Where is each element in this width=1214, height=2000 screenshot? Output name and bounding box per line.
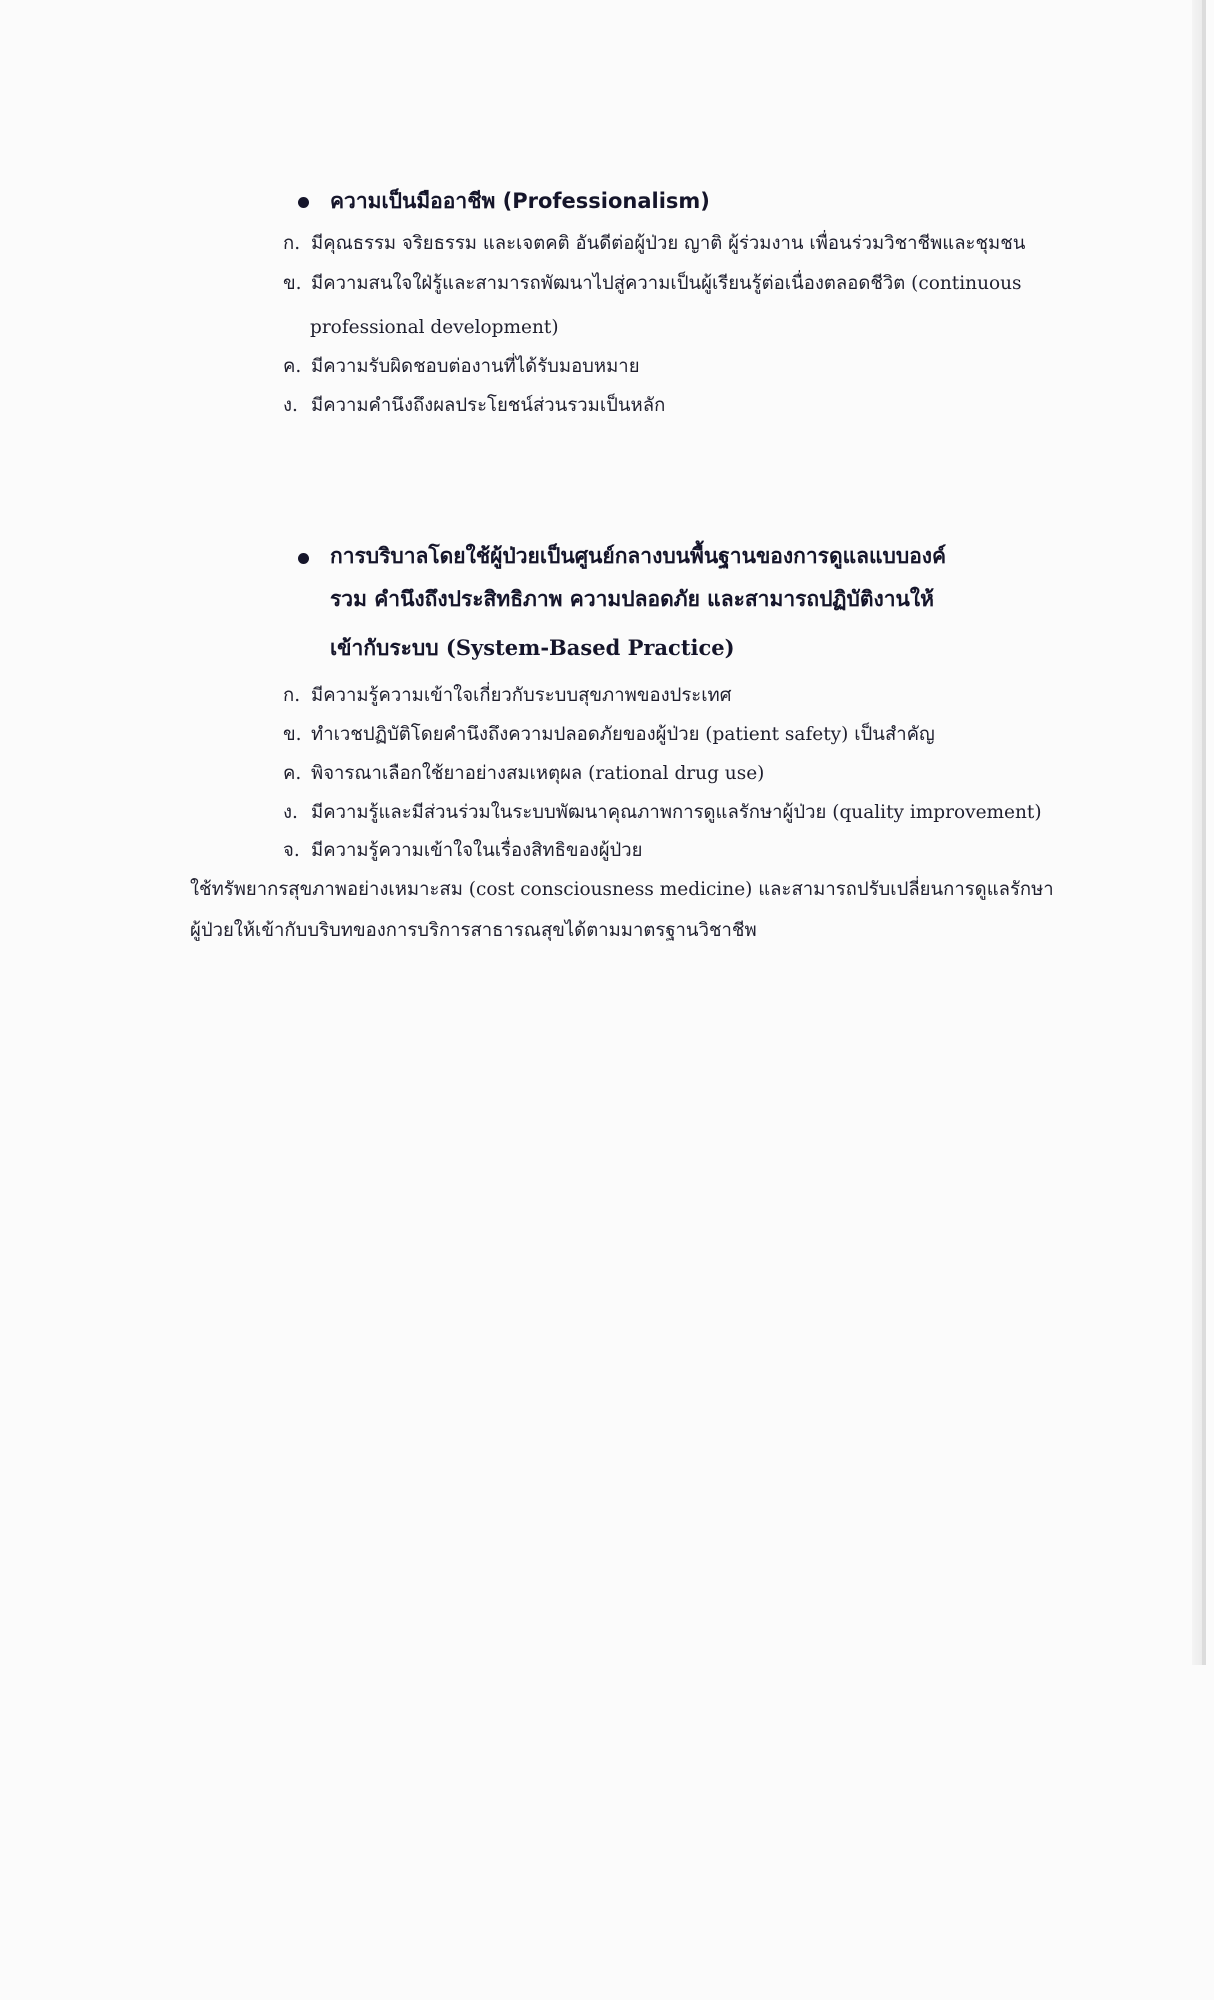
section2-heading-latin: (System-Based Practice) — [445, 635, 735, 660]
item-marker: จ. — [283, 840, 300, 861]
section2-item-a — [283, 683, 732, 709]
section2-item-d — [283, 800, 1042, 826]
section2-closing-line2: ผู้ป่วยให้เข้ากับบริบทของการบริการสาธารณสุขได้ตามมาตรฐานวิชาชีพ — [190, 920, 757, 941]
item-text: มีความรู้และมีส่วนร่วมในระบบพัฒนาคุณภาพการดูแลรักษาผู้ป่วย (quality improvement) — [311, 802, 1042, 823]
section2-item-c — [283, 761, 764, 787]
section1-item-d — [283, 393, 665, 419]
item-text: มีความรับผิดชอบต่องานที่ได้รับมอบหมาย — [311, 356, 640, 377]
item-marker: ก. — [283, 233, 301, 254]
section2-item-b — [283, 722, 935, 748]
section2-heading-line2: รวม คำนึงถึงประสิทธิภาพ ความปลอดภัย และสามารถปฏิบัติงานให้ — [330, 587, 934, 611]
section1-item-a — [283, 231, 1025, 257]
section1-item-c — [283, 354, 640, 380]
item-text: มีความสนใจใฝ่รู้และสามารถพัฒนาไปสู่ความเป็นผู้เรียนรู้ต่อเนื่องตลอดชีวิต (continuous — [311, 273, 1022, 294]
section2-closing-line1: ใช้ทรัพยากรสุขภาพอย่างเหมาะสม (cost consciousness medicine) และสามารถปรับเปลี่ยนการดูแลรักษา — [190, 879, 1054, 900]
item-text: มีความคำนึงถึงผลประโยชน์ส่วนรวมเป็นหลัก — [311, 395, 666, 416]
section2-heading-line3 — [330, 633, 735, 663]
section2-bullet-icon — [298, 553, 309, 564]
item-marker: ก. — [283, 685, 301, 706]
section2-heading-thai: เข้ากับระบบ — [330, 636, 439, 660]
item-marker: ข. — [283, 724, 302, 745]
item-text: พิจารณาเลือกใช้ยาอย่างสมเหตุผล (rational drug use) — [311, 763, 765, 784]
item-marker: ค. — [283, 356, 302, 377]
section1-item-b-continuation: professional development) — [310, 317, 559, 338]
section1-bullet-icon — [298, 197, 309, 208]
section2-heading-line1: การบริบาลโดยใช้ผู้ป่วยเป็นศูนย์กลางบนพื้นฐานของการดูแลแบบองค์ — [330, 544, 947, 568]
item-marker: ข. — [283, 273, 302, 294]
item-text: มีความรู้ความเข้าใจในเรื่องสิทธิของผู้ป่วย — [311, 840, 643, 861]
section2-item-e — [283, 838, 643, 864]
item-text: มีความรู้ความเข้าใจเกี่ยวกับระบบสุขภาพของประเทศ — [311, 685, 732, 706]
page-edge-shadow — [1192, 0, 1206, 1665]
item-marker: ค. — [283, 763, 302, 784]
section1-heading: ความเป็นมืออาชีพ (Professionalism) — [330, 189, 710, 213]
item-marker: ง. — [283, 395, 298, 416]
section1-item-b — [283, 271, 1022, 297]
item-text: มีคุณธรรม จริยธรรม และเจตคติ อันดีต่อผู้ป่วย ญาติ ผู้ร่วมงาน เพื่อนร่วมวิชาชีพและชุมชน — [311, 233, 1026, 254]
item-text: ทำเวชปฏิบัติโดยคำนึงถึงความปลอดภัยของผู้ป่วย (patient safety) เป็นสำคัญ — [311, 724, 935, 745]
item-marker: ง. — [283, 802, 298, 823]
